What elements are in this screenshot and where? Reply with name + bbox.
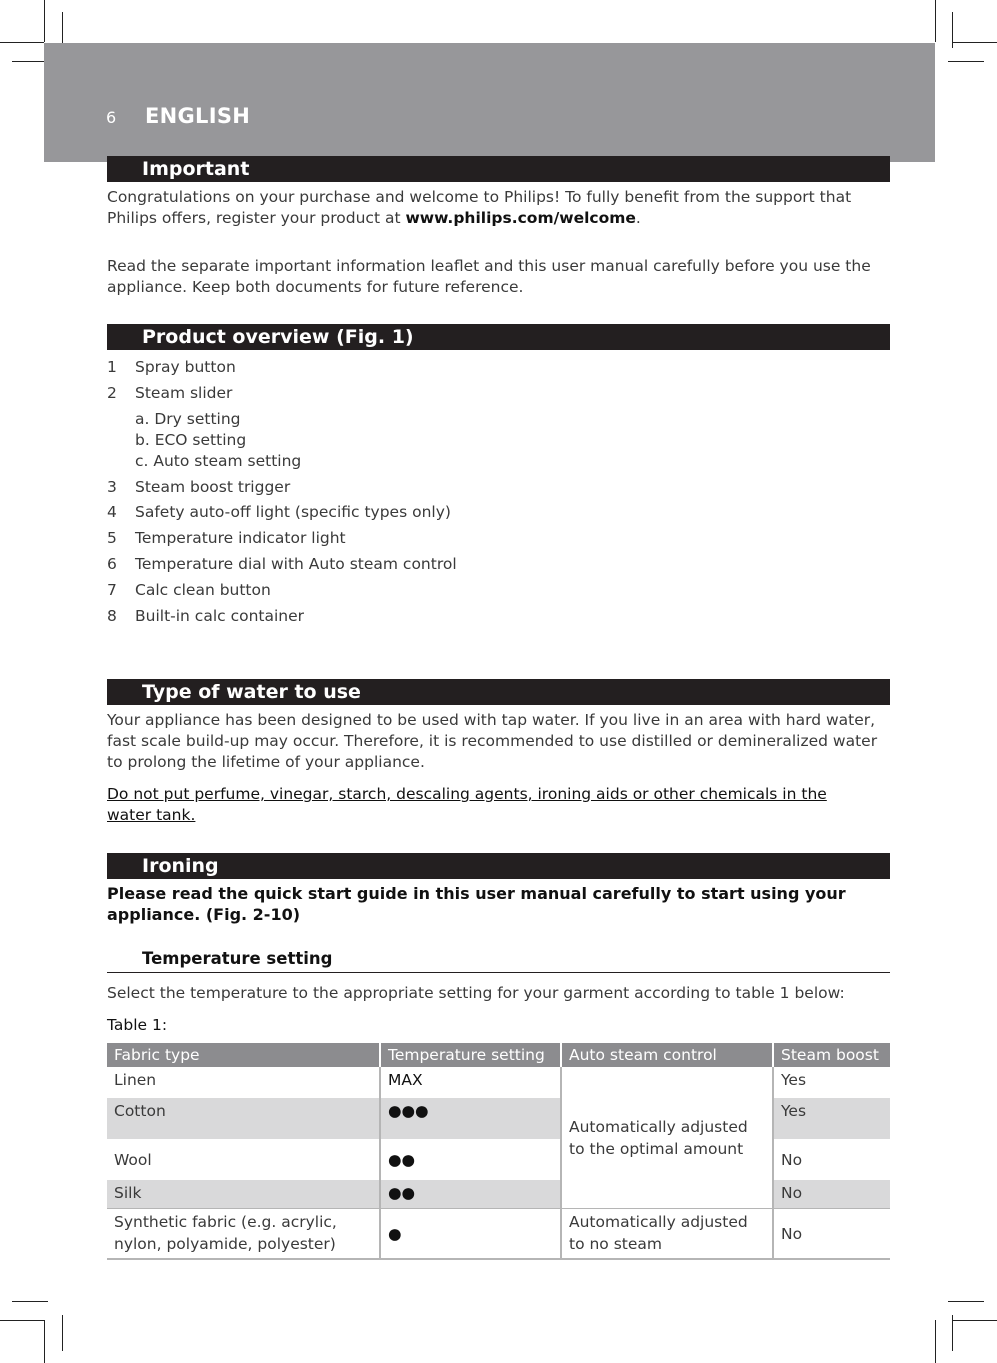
column-header: Steam boost: [773, 1043, 890, 1067]
temp-cell: ●●●: [380, 1098, 561, 1139]
page-number: 6: [106, 108, 117, 127]
section-title: Product overview (Fig. 1): [142, 326, 414, 348]
list-item: 2 Steam slider: [107, 384, 233, 402]
temp-cell: ●●: [380, 1139, 561, 1180]
section-title: Ironing: [142, 855, 219, 877]
crop-mark: [12, 1301, 48, 1302]
sub-list-item: a. Dry setting: [135, 410, 241, 428]
boost-cell: Yes: [773, 1098, 890, 1139]
fabric-cell: Wool: [107, 1139, 380, 1180]
list-item: 5 Temperature indicator light: [107, 529, 346, 547]
table-row: [107, 1067, 890, 1098]
crop-mark: [44, 1320, 45, 1363]
steam-cell: Automatically adjusted to no steam: [561, 1209, 773, 1260]
table-title: Table 1:: [107, 1016, 168, 1034]
ironing-note: Please read the quick start guide in this user manual carefully to start using your appliance. (Fig. 2-10): [107, 884, 846, 924]
list-item: 8 Built-in calc container: [107, 607, 305, 625]
table-row: [107, 1139, 890, 1180]
table-header-row: [107, 1043, 890, 1067]
important-paragraph-2: Read the separate important information leaflet and this user manual carefully before you use the appliance. Keep both documents for future reference.: [107, 257, 871, 296]
column-header: Auto steam control: [561, 1043, 773, 1067]
list-item: 1 Spray button: [107, 358, 236, 376]
temperature-instruction: Select the temperature to the appropriate setting for your garment according to table 1 below:: [107, 984, 845, 1002]
table-row: [107, 1209, 890, 1260]
crop-mark: [12, 61, 48, 62]
language-title: ENGLISH: [145, 104, 251, 128]
boost-cell: No: [773, 1180, 890, 1209]
list-item: 6 Temperature dial with Auto steam control: [107, 555, 457, 573]
crop-mark: [0, 42, 44, 43]
crop-mark: [952, 12, 953, 48]
section-overview-heading: [107, 324, 890, 350]
section-title: Important: [142, 158, 250, 180]
table-row: [107, 1098, 890, 1139]
philips-welcome-link[interactable]: www.philips.com/welcome: [405, 209, 636, 227]
list-item: 4 Safety auto-off light (specific types only): [107, 503, 451, 521]
crop-mark: [44, 0, 45, 42]
crop-mark: [0, 1320, 44, 1321]
steam-cell-merged: Automatically adjusted to the optimal amount: [561, 1067, 773, 1209]
crop-mark: [62, 1315, 63, 1351]
crop-mark: [935, 0, 936, 42]
boost-cell: No: [781, 1150, 803, 1169]
temp-cell: ●●: [380, 1180, 561, 1209]
page-header-band: [44, 43, 935, 162]
boost-cell: Yes: [781, 1071, 807, 1089]
temperature-setting-subheading: Temperature setting: [107, 947, 890, 973]
list-item: 7 Calc clean button: [107, 581, 271, 599]
temp-cell: MAX: [380, 1067, 561, 1098]
water-warning: Do not put perfume, vinegar, starch, descaling agents, ironing aids or other chemicals in the water tank.: [107, 785, 827, 824]
list-item: 3 Steam boost trigger: [107, 478, 291, 496]
crop-mark: [948, 1301, 984, 1302]
sub-list-item: c. Auto steam setting: [135, 452, 302, 470]
fabric-cell: Silk: [107, 1180, 380, 1209]
section-important-heading: [107, 156, 890, 182]
temp-cell: ●: [380, 1209, 561, 1260]
column-header: Fabric type: [107, 1043, 380, 1067]
crop-mark: [952, 1315, 953, 1351]
crop-mark: [948, 61, 984, 62]
column-header: Temperature setting: [380, 1043, 561, 1067]
crop-mark: [952, 42, 997, 43]
fabric-cell: Linen: [107, 1067, 380, 1098]
section-title: Type of water to use: [142, 681, 361, 703]
fabric-cell: Synthetic fabric (e.g. acrylic, nylon, polyamide, polyester): [107, 1209, 380, 1260]
boost-cell: No: [773, 1209, 890, 1260]
section-water-heading: [107, 679, 890, 705]
crop-mark: [952, 1320, 997, 1321]
section-ironing-heading: [107, 853, 890, 879]
sub-list-item: b. ECO setting: [135, 431, 247, 449]
fabric-cell: Cotton: [107, 1098, 380, 1139]
temperature-table: [107, 1043, 890, 1260]
table-row: [107, 1180, 890, 1209]
important-paragraph-1: Congratulations on your purchase and welcome to Philips! To fully benefit from the support that Philips offers, register your product at www.philips.com/welcome.: [107, 188, 852, 227]
water-paragraph: Your appliance has been designed to be used with tap water. If you live in an area with hard water, fast scale build-up may occur. Therefore, it is recommended to use distilled or demineralized water to prolong the lifetime of your appliance.: [107, 711, 878, 771]
crop-mark: [935, 1320, 936, 1363]
